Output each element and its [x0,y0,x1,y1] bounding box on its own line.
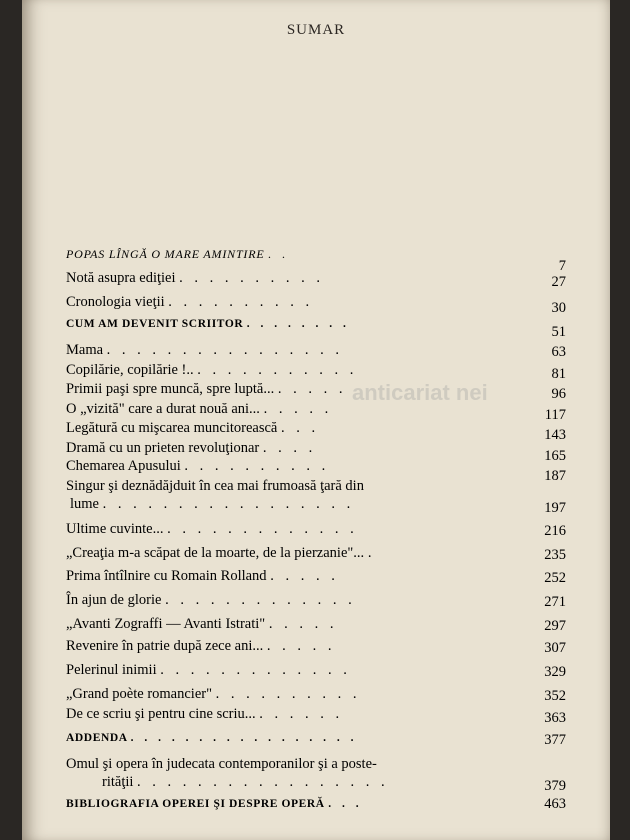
toc-entry: Cronologia vieţii . . . . . . . . . . 30 [66,294,566,316]
toc-entry: „Grand poète romancier" . . . . . . . . . . 352 [66,686,566,704]
toc-entry: Ultime cuvinte... . . . . . . . . . . . . . 216 [66,521,566,539]
toc-entry: În ajun de glorie . . . . . . . . . . . . . 271 [66,592,566,610]
toc-entry: Revenire în patrie după zece ani... . . . . . 307 [66,638,566,656]
toc-entry: Chemarea Apusului . . . . . . . . . . 187 [66,458,566,484]
toc-entry: Omul şi opera în judecata contemporanilor şi a poste- [66,756,377,772]
toc-entry: Legătură cu mişcarea muncitorească . . . 143 [66,420,566,443]
toc-entry: Mama . . . . . . . . . . . . . . . . 63 [66,342,566,360]
toc-section: CUM AM DEVENIT SCRIITOR . . . . . . . . 51 [66,318,566,340]
toc-entry: POPAS LÎNGĂ O MARE AMINTIRE . . [66,247,290,261]
toc-entry: Dramă cu un prieten revoluţionar . . . . 165 [66,440,566,464]
toc-entry: Prima întîlnire cu Romain Rolland . . . . . 252 [66,568,566,586]
toc-entry: „Avanti Zograffi — Avanti Istrati" . . . . . 297 [66,616,566,634]
toc-entry: Primii paşi spre muncă, spre luptă... . . . . . 96 [66,381,566,402]
book-page: SUMAR anticariat nei POPAS LÎNGĂ O MARE AMINTIRE . . 7 Notă asupra ediţiei . . . . . . . . . . 27 Cronologia vieţii . . . . . . . . . . 30 CUM AM DEVENIT SCRIITOR . . . . . . . . 51 Mama . . . . . . . . . . . . . . . . 63 Copilărie, copilărie !.. . . . . . . . . . . . 81 Primii paşi spre muncă, spre luptă... . . . . . 96 O „vizită" care a durat nouă ani... . . . . . 117 Legătură cu mişcarea muncitorească . . . 143 Dramă cu un prieten revoluţionar . . . . 165 Chemarea Apusului . . . . . . . . . . 187 Singur şi deznădăjduit în cea mai frumoasă ţară din lume . . . . . . . . . . . . . . . . . 197 Ultime cuvinte... . . . . . . . . . . . . . 216 „Creaţia m-a scăpat de la moarte, de la pierzanie"... . 235 Prima întîlnire cu Romain Rolland . . . . . 252 În ajun de glorie . . . . . . . . . . . . . 271 „Avanti Zograffi — Avanti Istrati" . . . . . 297 Revenire în patrie după zece ani... . . . . . 307 Pelerinul inimii . . . . . . . . . . . . . 329 „Grand poète romancier" . . . . . . . . . . 352 De ce scriu şi pentru cine scriu... . . . . . . 363 ADDENDA . . . . . . . . . . . . . . . . . 377 Omul şi opera în judecata contemporanilor şi a poste- rităţii . . . . . . . . . . . . . . . . . 379 BIBLIOGRAFIA OPEREI ŞI DESPRE OPERĂ . . . 463 [22,0,610,840]
toc-entry: Copilărie, copilărie !.. . . . . . . . . . . . 81 [66,362,566,382]
toc-section: ADDENDA . . . . . . . . . . . . . . . . . 377 [66,732,566,748]
toc-entry: Pelerinul inimii . . . . . . . . . . . . . 329 [66,662,566,680]
toc-entry: O „vizită" care a durat nouă ani... . . . . . 117 [66,401,566,423]
page-title: SUMAR [286,22,346,38]
toc-entry: Singur şi deznădăjduit în cea mai frumoasă ţară din [66,478,364,494]
watermark: anticariat nei [352,380,488,405]
toc-entry: „Creaţia m-a scăpat de la moarte, de la pierzanie"... . 235 [66,545,566,563]
toc-entry: lume . . . . . . . . . . . . . . . . . 197 [70,496,566,516]
toc-entry: rităţii . . . . . . . . . . . . . . . . . 379 [102,774,566,794]
toc-entry: Notă asupra ediţiei . . . . . . . . . . 27 [66,270,566,290]
toc-entry: De ce scriu şi pentru cine scriu... . . . . . . 363 [66,706,566,726]
toc-section: BIBLIOGRAFIA OPEREI ŞI DESPRE OPERĂ . . . 463 [66,796,566,812]
